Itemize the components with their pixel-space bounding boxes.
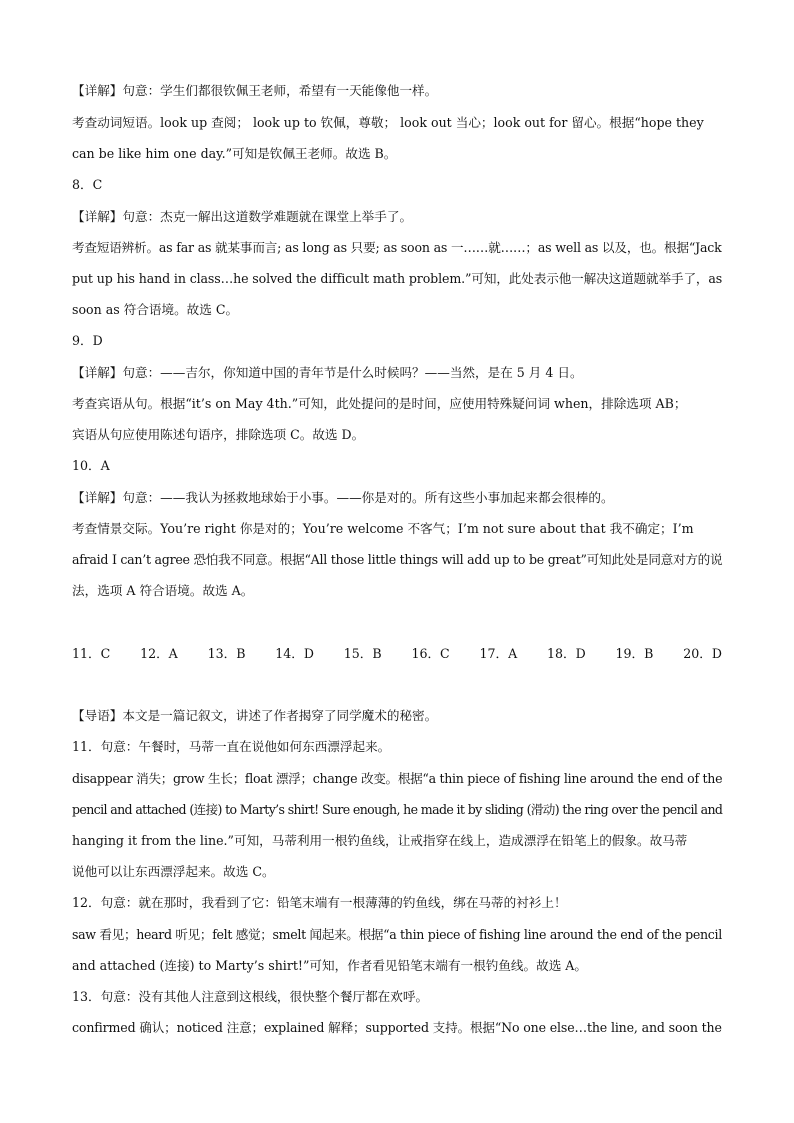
- text-line: disappear 消失；grow 生长；float 漂浮；change 改变。根据“a thin piece of fishing line around the end of the: [72, 771, 723, 786]
- answer-key-row: [72, 645, 722, 663]
- text-line: 12．句意：就在那时，我看到了它：铅笔末端有一根薄薄的钓鱼线，绑在马蒂的衬衫上！: [72, 895, 567, 910]
- answer-item: 12．A: [140, 646, 178, 661]
- answer-item: 19．B: [615, 646, 654, 661]
- text-line: soon as 符合语境。故选 C。: [72, 302, 239, 317]
- answer-heading: 9．D: [72, 333, 103, 348]
- text-line: 【详解】句意：学生们都很钦佩王老师，希望有一天能像他一样。: [72, 83, 438, 98]
- text-line: 【导语】本文是一篇记叙文，讲述了作者揭穿了同学魔术的秘密。: [72, 708, 438, 723]
- text-line: hanging it from the line.”可知，马蒂利用一根钓鱼线，让戒指穿在线上，造成漂浮在铅笔上的假象。故马蒂: [72, 833, 688, 848]
- text-line: 宾语从句应使用陈述句语序，排除选项 C。故选 D。: [72, 427, 365, 442]
- text-line: 【详解】句意：——我认为拯救地球始于小事。——你是对的。所有这些小事加起来都会很棒的。: [72, 490, 614, 505]
- text-line: 【详解】句意：——吉尔，你知道中国的青年节是什么时候吗？——当然，是在 5 月 4 日。: [72, 365, 583, 380]
- answer-item: 13．B: [207, 646, 246, 661]
- text-line: 考查动词短语。look up 查阅； look up to 钦佩，尊敬； look out 当心；look out for 留心。根据“hope they: [72, 115, 704, 130]
- answer-item: 17．A: [479, 646, 518, 661]
- answer-item: 16．C: [411, 646, 450, 661]
- text-line: 【详解】句意：杰克一解出这道数学难题就在课堂上举手了。: [72, 209, 413, 224]
- text-line: 11．句意：午餐时，马蒂一直在说他如何东西漂浮起来。: [72, 739, 391, 754]
- answer-item: 15．B: [343, 646, 382, 661]
- text-line: saw 看见；heard 听见；felt 感觉；smelt 闻起来。根据“a thin piece of fishing line around the end of the pencil: [72, 927, 722, 942]
- text-line: 考查情景交际。You’re right 你是对的；You’re welcome 不客气；I’m not sure about that 我不确定；I’m: [72, 521, 694, 536]
- text-line: 考查宾语从句。根据“it’s on May 4th.”可知，此处提问的是时间，应使用特殊疑问词 when，排除选项 AB；: [72, 396, 687, 411]
- text-line: 考查短语辨析。as far as 就某事而言; as long as 只要; as soon as 一……就……；as well as 以及，也。根据“Jack: [72, 240, 722, 255]
- text-line: 法，选项 A 符合语境。故选 A。: [72, 583, 254, 598]
- answer-item: 11．C: [72, 646, 111, 661]
- text-line: confirmed 确认；noticed 注意；explained 解释；supported 支持。根据“No one else…the line, and soon the: [72, 1020, 722, 1035]
- text-line: 说他可以让东西漂浮起来。故选 C。: [72, 864, 275, 879]
- text-line: 13．句意：没有其他人注意到这根线，很快整个餐厅都在欢呼。: [72, 989, 429, 1004]
- answer-item: 18．D: [547, 646, 586, 661]
- answer-heading: 10．A: [72, 458, 110, 473]
- text-line: pencil and attached (连接) to Marty’s shirt! Sure enough, he made it by sliding (滑动) the ring over the pencil and: [72, 802, 723, 817]
- answer-item: 14．D: [275, 646, 314, 661]
- answer-heading: 8．C: [72, 177, 103, 192]
- text-line: can be like him one day.”可知是钦佩王老师。故选 B。: [72, 146, 397, 161]
- text-line: put up his hand in class…he solved the difficult math problem.”可知，此处表示他一解决这道题就举手了，as: [72, 271, 723, 286]
- answer-item: 20．D: [683, 646, 722, 661]
- text-line: and attached (连接) to Marty’s shirt!”可知，作者看见铅笔末端有一根钓鱼线。故选 A。: [72, 958, 587, 973]
- text-line: afraid I can’t agree 恐怕我不同意。根据“All those little things will add up to be great”可知此处是同意对方的说: [72, 552, 723, 567]
